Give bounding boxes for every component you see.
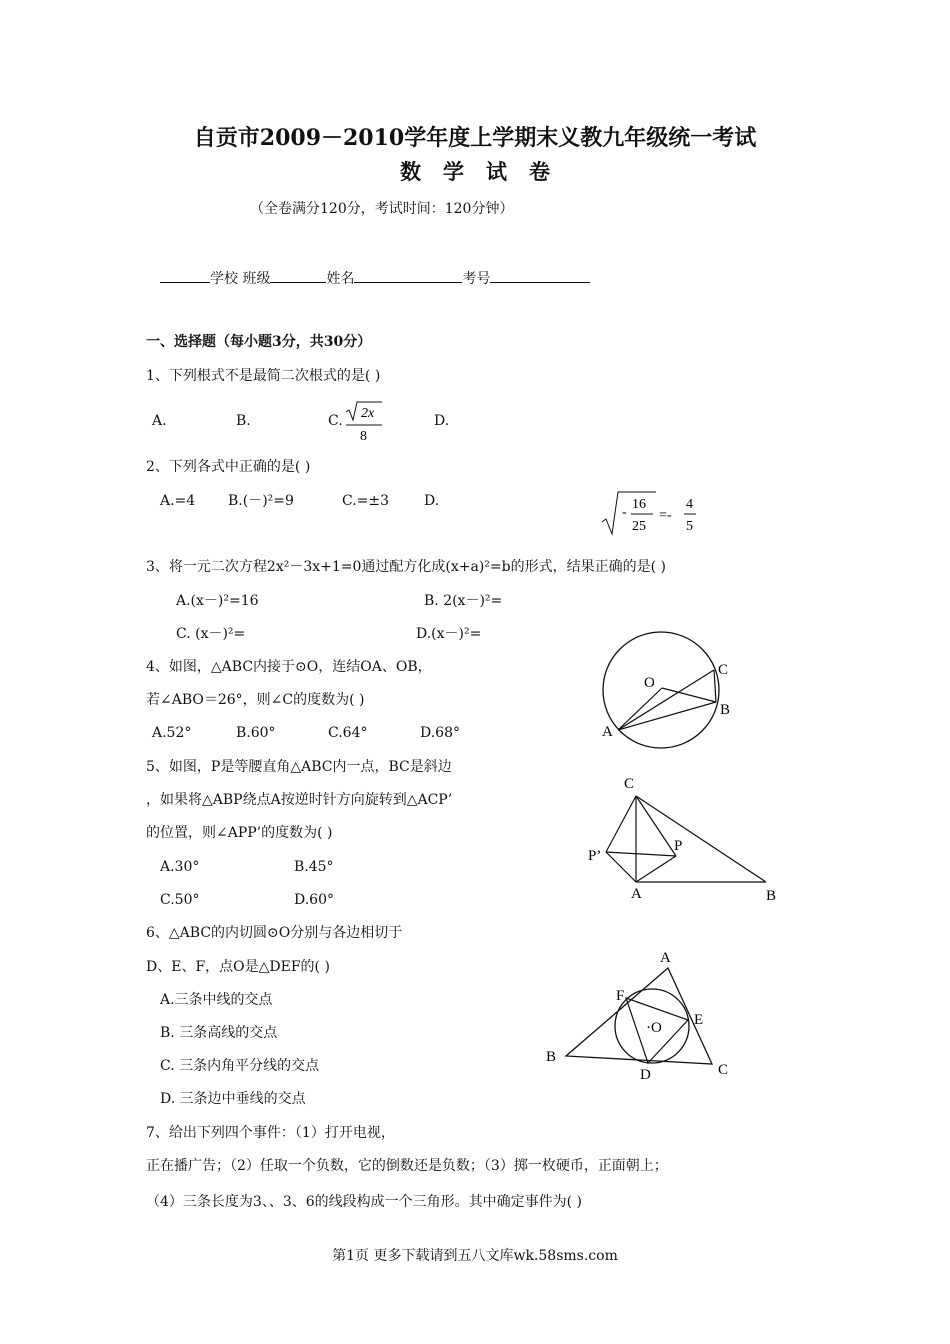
q6-label-o: ·O bbox=[646, 1020, 662, 1036]
q3-option-a: A.(x－)²=16 bbox=[176, 593, 259, 609]
q6-label-b: B bbox=[546, 1049, 557, 1065]
q1-stem: 1、下列根式不是最简二次根式的是( ) bbox=[146, 368, 381, 384]
q2-stem: 2、下列各式中正确的是( ) bbox=[146, 459, 311, 475]
q2-d-minus: - bbox=[622, 505, 627, 520]
q6-incircle-figure bbox=[540, 946, 740, 1086]
q4-option-b: B.60° bbox=[236, 725, 276, 741]
q3-option-b: B. 2(x－)²= bbox=[424, 593, 503, 609]
q5-option-c: C.50° bbox=[160, 892, 200, 908]
q5-line3: 的位置，则∠APP’的度数为( ) bbox=[146, 825, 333, 841]
q6-option-c: C. 三条内角平分线的交点 bbox=[160, 1058, 320, 1074]
q2-option-b: B.(－)²=9 bbox=[228, 493, 294, 509]
q6-label-c: C bbox=[718, 1062, 729, 1078]
q6-option-b: B. 三条高线的交点 bbox=[160, 1025, 278, 1041]
number-blank[interactable] bbox=[490, 268, 590, 283]
q3-stem: 3、将一元二次方程2x²－3x+1=0通过配方化成(x+a)²=b的形式，结果正确的是( ) bbox=[146, 559, 666, 575]
q3-option-d: D.(x－)²= bbox=[416, 626, 482, 642]
exam-note: （全卷满分120分，考试时间：120分钟） bbox=[250, 201, 514, 217]
q4-circle-figure bbox=[596, 630, 746, 750]
q1-option-d: D. bbox=[434, 413, 450, 429]
q5-option-a: A.30° bbox=[160, 859, 200, 875]
class-blank[interactable] bbox=[270, 268, 326, 283]
exam-title: 自贡市2009－2010学年度上学期末义教九年级统一考试 bbox=[193, 125, 757, 151]
q2-option-c: C.=±3 bbox=[342, 493, 390, 509]
q6-label-a: A bbox=[660, 950, 671, 966]
q2-d-denominator2: 5 bbox=[686, 519, 693, 534]
class-label: 班级 bbox=[242, 271, 271, 287]
q7-line1: 7、给出下列四个事件：（1）打开电视， bbox=[146, 1125, 395, 1141]
q5-triangle-figure bbox=[580, 770, 790, 910]
q1-option-a: A. bbox=[152, 413, 167, 429]
q5-label-b: B bbox=[766, 888, 777, 904]
q1-c-numerator: 2x bbox=[361, 406, 375, 421]
q2-d-equals: =- bbox=[659, 508, 672, 523]
q4-line1: 4、如图，△ABC内接于⊙O，连结OA、OB， bbox=[146, 659, 432, 675]
name-blank[interactable] bbox=[354, 268, 462, 283]
student-info-line bbox=[160, 268, 590, 288]
q6-label-f: F bbox=[616, 988, 625, 1004]
q4-label-o: O bbox=[644, 675, 655, 691]
q7-line3: （4）三条长度为3、、3、6的线段构成一个三角形。其中确定事件为( ) bbox=[146, 1194, 583, 1210]
q6-line1: 6、△ABC的内切圆⊙O分别与各边相切于 bbox=[146, 925, 403, 941]
q5-label-p: P bbox=[674, 838, 683, 854]
q2-option-a: A.=4 bbox=[160, 493, 196, 509]
q4-option-c: C.64° bbox=[328, 725, 368, 741]
q4-label-a: A bbox=[602, 724, 613, 740]
number-label: 考号 bbox=[462, 271, 491, 287]
q6-option-d: D. 三条边中垂线的交点 bbox=[160, 1091, 306, 1107]
q5-line1: 5、如图，P是等腰直角△ABC内一点，BC是斜边 bbox=[146, 759, 452, 775]
q7-line2: 正在播广告；（2）任取一个负数，它的倒数还是负数；（3）掷一枚硬币，正面朝上； bbox=[146, 1158, 668, 1174]
q1-sqrt-fraction bbox=[344, 398, 386, 444]
q4-line2: 若∠ABO＝26°，则∠C的度数为( ) bbox=[146, 692, 365, 708]
q5-option-b: B.45° bbox=[294, 859, 334, 875]
q5-label-p-prime: P’ bbox=[588, 848, 602, 864]
q2-d-expression bbox=[600, 486, 710, 538]
q5-label-c: C bbox=[624, 776, 635, 792]
section-heading: 一、选择题（每小题3分，共30分） bbox=[146, 334, 372, 350]
q2-d-numerator1: 16 bbox=[632, 497, 646, 512]
q1-option-b: B. bbox=[236, 413, 251, 429]
q3-option-c: C. (x－)²= bbox=[176, 626, 246, 642]
school-blank[interactable] bbox=[160, 268, 210, 283]
q2-d-denominator1: 25 bbox=[632, 519, 646, 534]
q4-option-a: A.52° bbox=[152, 725, 192, 741]
page-footer[interactable]: 第1页 更多下载请到五八文库wk.58sms.com bbox=[332, 1248, 618, 1264]
q1-option-c: C. bbox=[328, 413, 343, 429]
q6-line2: D、E、F，点O是△DEF的( ) bbox=[146, 959, 330, 975]
q6-label-e: E bbox=[694, 1012, 704, 1028]
q5-option-d: D.60° bbox=[294, 892, 334, 908]
q2-d-numerator2: 4 bbox=[686, 497, 693, 512]
name-label: 姓名 bbox=[326, 271, 355, 287]
school-label: 学校 bbox=[210, 271, 238, 287]
q4-label-b: B bbox=[720, 702, 731, 718]
exam-subtitle: 数学试卷 bbox=[400, 159, 572, 184]
q2-option-d: D. bbox=[424, 493, 440, 509]
q4-label-c: C bbox=[718, 662, 729, 678]
q1-c-denominator: 8 bbox=[360, 429, 367, 444]
q5-label-a: A bbox=[631, 886, 642, 902]
q5-line2: ，如果将△ABP绕点A按逆时针方向旋转到△ACP’ bbox=[146, 792, 453, 808]
q6-option-a: A.三条中线的交点 bbox=[160, 992, 273, 1008]
q6-label-d: D bbox=[640, 1067, 651, 1083]
q4-option-d: D.68° bbox=[420, 725, 460, 741]
